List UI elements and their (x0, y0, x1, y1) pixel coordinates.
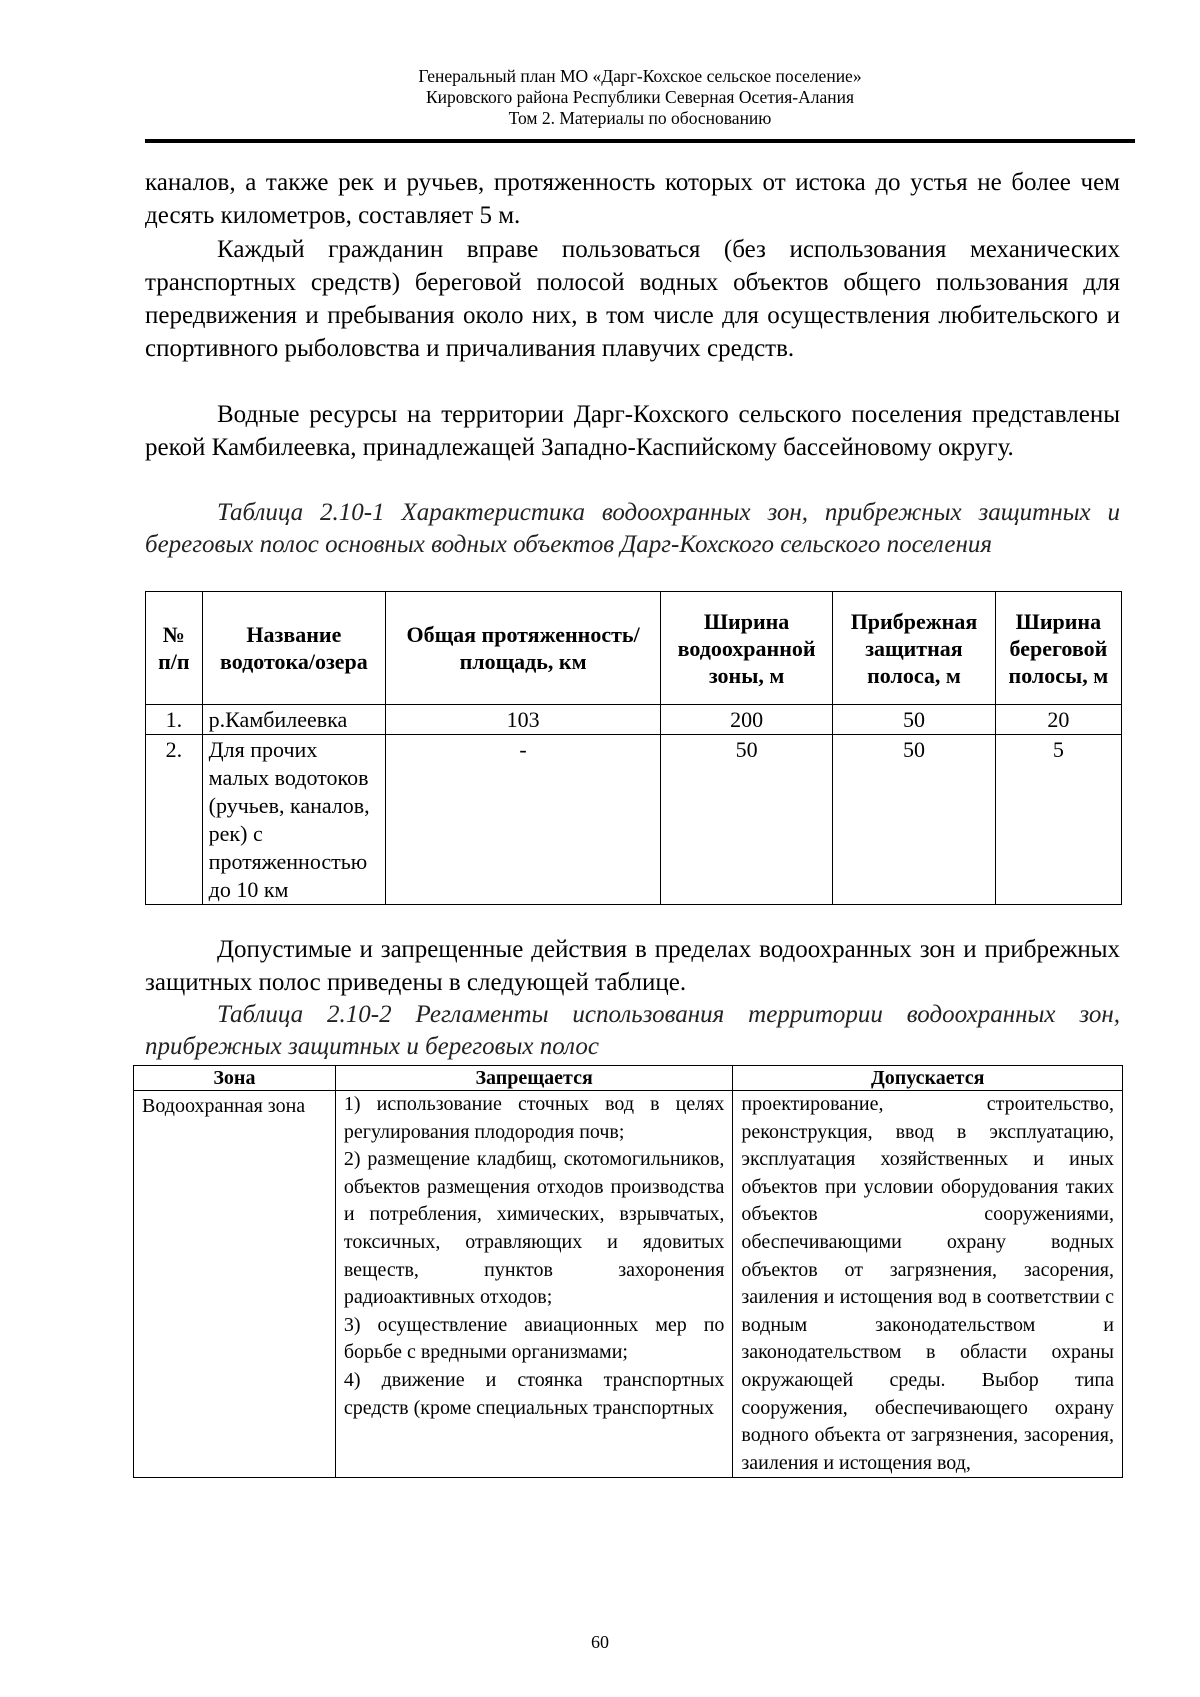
header-divider (145, 139, 1135, 143)
col-header-shore-strip: Ширина береговой полосы, м (995, 592, 1121, 705)
cell-name: Для прочих малых водотоков (ручьев, каналов, рек) с протяженностью до 10 км (202, 735, 385, 905)
col-header-name: Название водотока/озера (202, 592, 385, 705)
prohibited-item: 4) движение и стоянка транспортных средств (кроме специальных транспортных (343, 1368, 725, 1419)
cell-length: - (386, 735, 661, 905)
table-header-row (134, 1066, 1123, 1091)
cell-shore-strip: 20 (995, 705, 1121, 735)
page-number: 60 (591, 1632, 609, 1652)
col-header-allowed: Допускается (733, 1066, 1123, 1091)
table-row (134, 1091, 1123, 1478)
col-header-zone: Зона (134, 1066, 336, 1091)
table1-caption: Таблица 2.10-1 Характеристика водоохранных зон, прибрежных защитных и береговых полос основных водных объектов Дарг-Кохского сельского поселения (145, 499, 1120, 558)
table2-caption: Таблица 2.10-2 Регламенты использования территории водоохранных зон, прибрежных защитных и береговых полос (145, 1001, 1120, 1060)
header-line-2: Кировского района Республики Северная Осетия-Алания (425, 87, 855, 107)
cell-name: р.Камбилеевка (202, 705, 385, 735)
cell-coastal-strip: 50 (833, 735, 996, 905)
paragraph-1: каналов, а также рек и ручьев, протяженность которых от истока до устья не более чем десять километров, составляет 5 м. (145, 169, 1120, 229)
cell-number: 1. (146, 705, 203, 735)
header-line-1: Генеральный план МО «Дарг-Кохское сельское поселение» (418, 66, 862, 86)
cell-coastal-strip: 50 (833, 705, 996, 735)
col-header-prohibited: Запрещается (335, 1066, 733, 1091)
zone-regulations-table (133, 1065, 1123, 1478)
cell-prohibited (335, 1091, 733, 1478)
prohibited-item: 3) осуществление авиационных мер по борьбе с вредными организмами; (343, 1313, 725, 1364)
cell-allowed: проектирование, строительство, реконструкция, ввод в эксплуатацию, эксплуатация хозяйственных и иных объектов при условии оборудования таких объектов сооружениями, обеспечивающими охрану водных объектов от загрязнения, засорения, заиления и истощения вод в соответствии с водным законодательством и законодательством в области охраны окружающей среды. Выбор типа сооружения, обеспечивающего охрану водного объекта от загрязнения, засорения, заиления и истощения вод, (733, 1091, 1123, 1478)
cell-protection-zone: 200 (661, 705, 833, 735)
paragraph-2: Каждый гражданин вправе пользоваться (без использования механических транспортных средств) береговой полосой водных объектов общего пользования для передвижения и пребывания около них, в том числе для осуществления любительского и спортивного рыболовства и причаливания плавучих средств. (145, 236, 1120, 362)
col-header-coastal-strip: Прибрежная защитная полоса, м (833, 592, 996, 705)
table-row (146, 735, 1122, 905)
prohibited-item: 2) размещение кладбищ, скотомогильников, объектов размещения отходов производства и потребления, химических, взрывчатых, токсичных, отравляющих и ядовитых веществ, пунктов захоронения радиоактивных отходов; (343, 1148, 725, 1309)
cell-protection-zone: 50 (661, 735, 833, 905)
cell-zone: Водоохранная зона (134, 1091, 336, 1478)
header-line-3: Том 2. Материалы по обоснованию (508, 108, 772, 128)
water-zones-table (145, 591, 1122, 905)
cell-number: 2. (146, 735, 203, 905)
table-row (146, 705, 1122, 735)
cell-length: 103 (386, 705, 661, 735)
table-header-row (146, 592, 1122, 705)
cell-shore-strip: 5 (995, 735, 1121, 905)
paragraph-3: Водные ресурсы на территории Дарг-Кохского сельского поселения представлены рекой Камбилеевка, принадлежащей Западно-Каспийскому бассейновому округу. (145, 401, 1120, 461)
paragraph-4: Допустимые и запрещенные действия в пределах водоохранных зон и прибрежных защитных полос приведены в следующей таблице. (145, 936, 1120, 996)
col-header-number: № п/п (146, 592, 203, 705)
col-header-length: Общая протяженность/ площадь, км (386, 592, 661, 705)
col-header-protection-zone: Ширина водоохранной зоны, м (661, 592, 833, 705)
document-header (145, 66, 1135, 129)
prohibited-item: 1) использование сточных вод в целях регулирования плодородия почв; (343, 1093, 725, 1143)
